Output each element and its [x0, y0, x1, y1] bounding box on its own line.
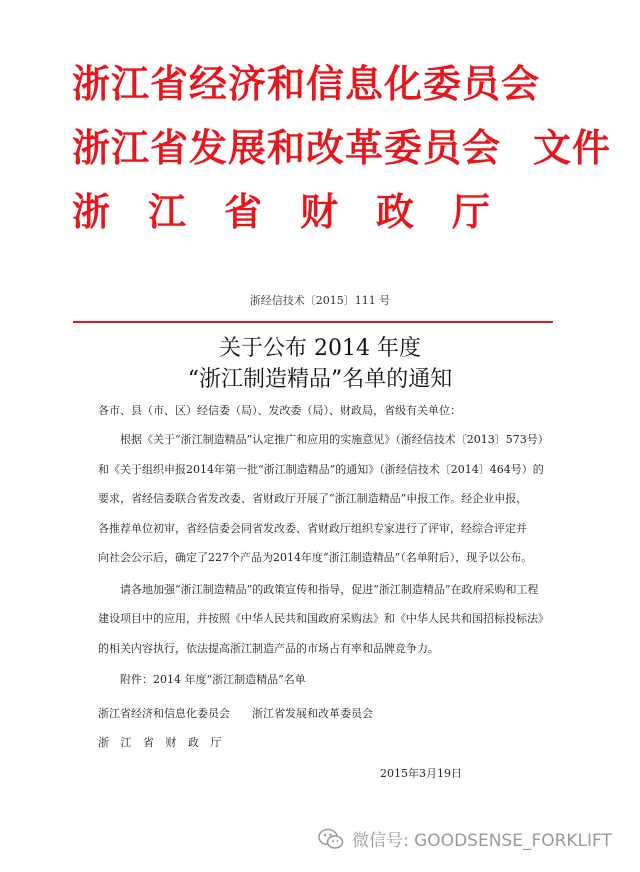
- paragraph-2-line: 的相关内容执行，依法提高浙江制造产品的市场占有率和品牌竞争力。: [98, 642, 439, 655]
- issuer-2: 浙江省发展和改革委员会: [252, 707, 373, 720]
- wechat-icon: [318, 828, 344, 850]
- title-line-1: 关于公布 2014 年度: [219, 336, 421, 361]
- issuer-3: 浙 江 省 财 政 厅: [98, 736, 226, 749]
- paragraph-1-line: 要求，省经信委联合省发改委、省财政厅开展了“浙江制造精品”申报工作。经企业申报，: [98, 492, 528, 505]
- paragraph-1-line: 向社会公示后，确定了227个产品为2014年度“浙江制造精品”（名单附后），现予以公布。: [98, 551, 533, 564]
- paragraph-1-line: 各推荐单位初审，省经信委会同省发改委、省财政厅组织专家进行了评审，经综合评定并: [98, 522, 527, 535]
- watermark-text: 微信号: GOODSENSE_FORKLIFT: [352, 831, 612, 851]
- title-line-2: “浙江制造精品”名单的通知: [187, 367, 453, 392]
- paragraph-1-line: 根据《关于“浙江制造精品”认定推广和应用的实施意见》（浙经信技术〔2013〕573号）: [120, 433, 549, 446]
- issuer-line: [98, 702, 568, 726]
- issuer-1: 浙江省经济和信息化委员会: [98, 707, 230, 720]
- document-number: 浙经信技术〔2015〕111 号: [249, 294, 391, 307]
- header-issuer-3: 浙江省财政厅: [72, 190, 529, 234]
- watermark: [318, 826, 612, 851]
- header-document-label: 文件: [533, 126, 612, 170]
- header-issuer-2: [72, 126, 611, 170]
- paragraph-2-line: 请各地加强“浙江制造精品”的政策宣传和指导，促进“浙江制造精品”在政府采购和工程: [120, 583, 539, 596]
- paragraph-2-line: 建设项目中的应用，并按照《中华人民共和国政府采购法》和《中华人民共和国招标投标法》: [98, 612, 549, 625]
- attachment-line: 附件：2014 年度“浙江制造精品”名单: [120, 673, 306, 686]
- issue-date: 2015年3月19日: [380, 767, 462, 780]
- header-issuer-2-text: 浙江省发展和改革委员会: [72, 126, 502, 170]
- red-divider: [73, 321, 553, 323]
- header-issuer-1: 浙江省经济和信息化委员会: [72, 62, 541, 106]
- salutation: 各市、县（市、区）经信委（局）、发改委（局）、财政局，省级有关单位：: [98, 404, 461, 417]
- paragraph-1-line: 和《关于组织申报2014年第一批“浙江制造精品”的通知》（浙经信技术〔2014〕464号）的: [98, 463, 544, 476]
